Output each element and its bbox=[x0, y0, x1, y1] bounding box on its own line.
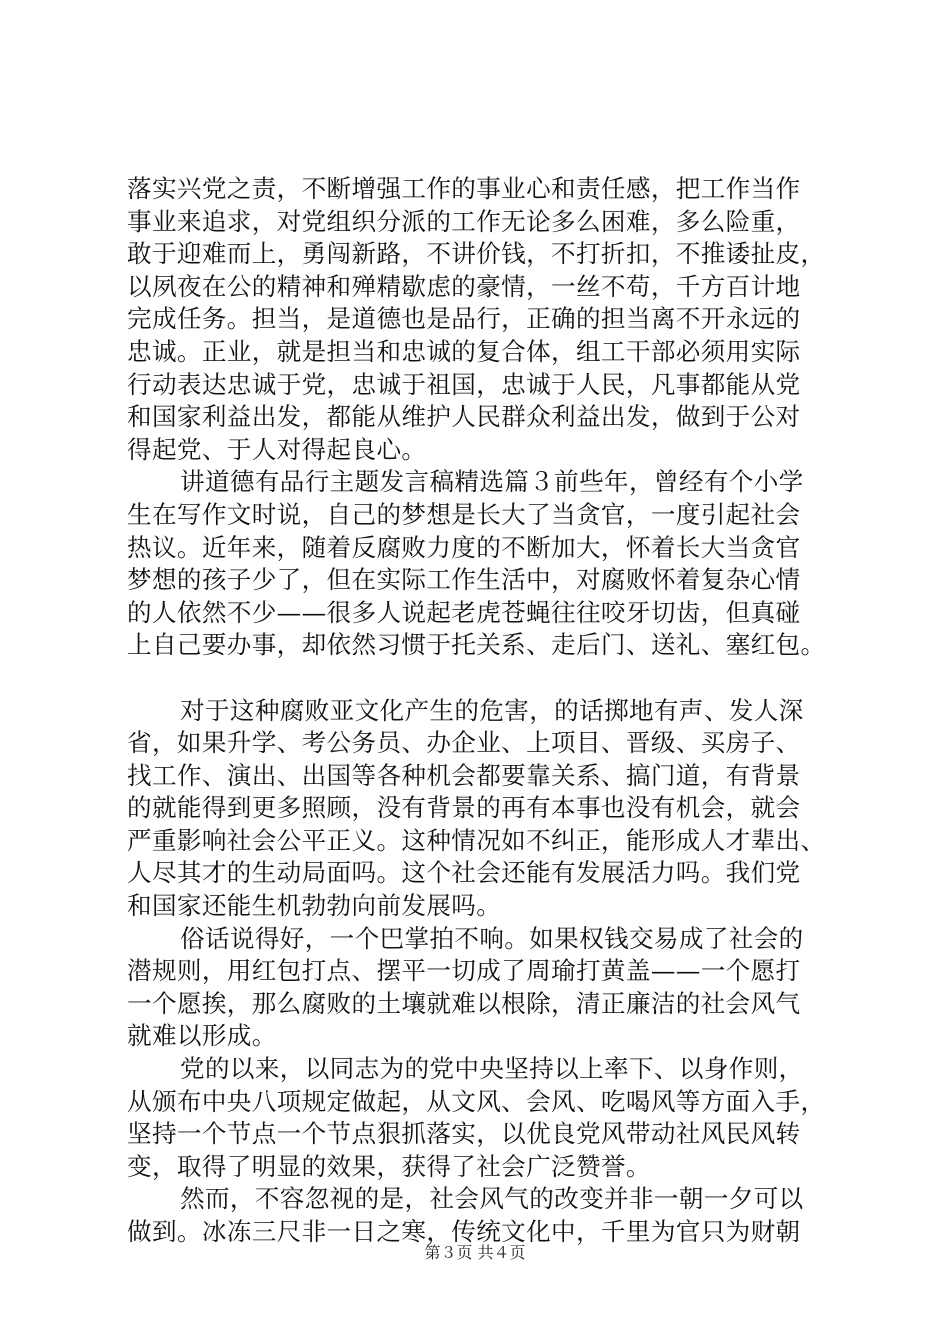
text-line: 得起党、于人对得起良心。 bbox=[127, 434, 427, 464]
text-line: 忠诚。正业，就是担当和忠诚的复合体，组工干部必须用实际 bbox=[127, 336, 801, 366]
text-line: 坚持一个节点一个节点狠抓落实，以优良党风带动社风民风转 bbox=[127, 1119, 801, 1149]
text-line: 人尽其才的生动局面吗。这个社会还能有发展活力吗。我们党 bbox=[127, 858, 801, 888]
text-line: 从颁布中央八项规定做起，从文风、会风、吃喝风等方面入手， bbox=[127, 1086, 826, 1116]
text-line: 完成任务。担当，是道德也是品行，正确的担当离不开永远的 bbox=[127, 304, 801, 334]
text-line: 上自己要办事，却依然习惯于托关系、走后门、送礼、塞红包。 bbox=[127, 630, 826, 660]
text-line: 敢于迎难而上，勇闯新路，不讲价钱，不打折扣，不推诿扯皮， bbox=[127, 239, 826, 269]
paragraph-start-line: 讲道德有品行主题发言稿精选篇３前些年，曾经有个小学 bbox=[180, 467, 804, 497]
text-line: 行动表达忠诚于党，忠诚于祖国，忠诚于人民，凡事都能从党 bbox=[127, 369, 801, 399]
paragraph-start-line: 然而，不容忽视的是，社会风气的改变并非一朝一夕可以 bbox=[180, 1184, 804, 1214]
text-line: 以夙夜在公的精神和殚精歇虑的豪情，一丝不苟，千方百计地 bbox=[127, 271, 801, 301]
paragraph-start-line: 对于这种腐败亚文化产生的危害，的话掷地有声、发人深 bbox=[180, 695, 804, 725]
text-line: 的人依然不少——很多人说起老虎苍蝇往往咬牙切齿，但真碰 bbox=[127, 597, 801, 627]
text-line: 严重影响社会公平正义。这种情况如不纠正，能形成人才辈出、 bbox=[127, 825, 826, 855]
text-line: 变，取得了明显的效果，获得了社会广泛赞誉。 bbox=[127, 1151, 651, 1181]
text-line: 梦想的孩子少了，但在实际工作生活中，对腐败怀着复杂心情 bbox=[127, 565, 801, 595]
text-line: 一个愿挨，那么腐败的土壤就难以根除，清正廉洁的社会风气 bbox=[127, 988, 801, 1018]
text-line: 省，如果升学、考公务员、办企业、上项目、晋级、买房子、 bbox=[127, 728, 801, 758]
text-line: 和国家还能生机勃勃向前发展吗。 bbox=[127, 891, 502, 921]
paragraph-start-line: 俗话说得好，一个巴掌拍不响。如果权钱交易成了社会的 bbox=[180, 923, 804, 953]
text-line: 热议。近年来，随着反腐败力度的不断加大，怀着长大当贪官 bbox=[127, 532, 801, 562]
text-line: 的就能得到更多照顾，没有背景的再有本事也没有机会，就会 bbox=[127, 793, 801, 823]
page-number-footer: 第３页 共４页 bbox=[424, 1243, 526, 1262]
paragraph-gap bbox=[127, 662, 847, 695]
text-line: 落实兴党之责，不断增强工作的事业心和责任感，把工作当作 bbox=[127, 174, 801, 203]
paragraph-start-line: 党的以来，以同志为的党中央坚持以上率下、以身作则， bbox=[180, 1054, 804, 1084]
text-line: 潜规则，用红包打点、摆平一切成了周瑜打黄盖——一个愿打 bbox=[127, 956, 801, 986]
text-line: 和国家利益出发，都能从维护人民群众利益出发，做到于公对 bbox=[127, 402, 801, 432]
text-line: 找工作、演出、出国等各种机会都要靠关系、搞门道，有背景 bbox=[127, 760, 801, 790]
text-line: 就难以形成。 bbox=[127, 1021, 277, 1051]
text-line: 事业来追求，对党组织分派的工作无论多么困难，多么险重， bbox=[127, 206, 801, 236]
text-line: 生在写作文时说，自己的梦想是长大了当贪官，一度引起社会 bbox=[127, 499, 801, 529]
text-line: 做到。冰冻三尺非一日之寒，传统文化中，千里为官只为财朝 bbox=[127, 1217, 801, 1246]
body-text bbox=[127, 173, 847, 1249]
